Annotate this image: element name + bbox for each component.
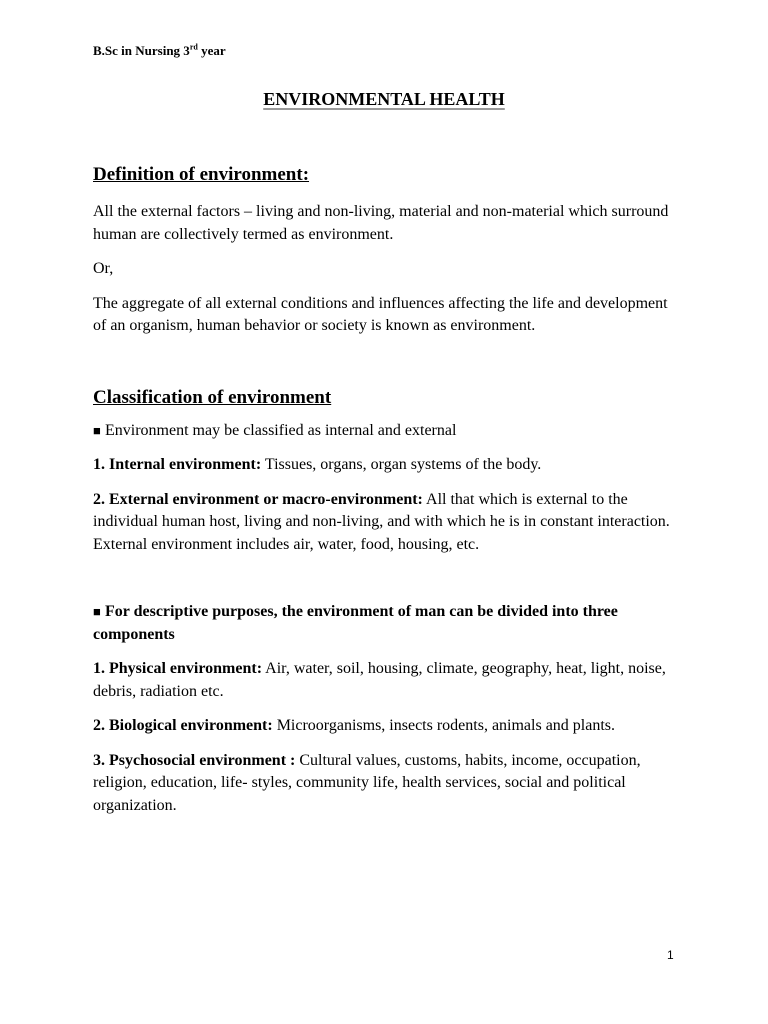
- bullet-square-icon: ■: [93, 422, 101, 438]
- document-title: ENVIRONMENTAL HEALTH: [263, 89, 505, 109]
- item-label: 3. Psychosocial environment :: [93, 751, 296, 769]
- definition-or: Or,: [93, 260, 114, 277]
- classification-item-internal: [93, 454, 683, 477]
- definition-paragraph-1: All the external factors – living and non-living, material and non-material which surround human are collectively termed as environment.: [93, 203, 669, 243]
- item-label: 2. Biological environment:: [93, 717, 273, 734]
- header-superscript: rd: [189, 42, 198, 52]
- item-text: Tissues, organs, organ systems of the body.: [261, 456, 542, 473]
- item-text: Air, water, soil, housing, climate, geography, heat, light, noise, debris, radiation etc.: [93, 660, 666, 700]
- definition-paragraph-2: The aggregate of all external conditions and influences affecting the life and development of an organism, human behavior or society is known as environment.: [93, 294, 668, 334]
- item-label: 1. Physical environment:: [93, 660, 263, 677]
- header-tail: year: [197, 43, 226, 58]
- component-item-physical: [93, 658, 683, 703]
- classification-heading: Classification of environment: [93, 386, 332, 408]
- item-text: All that which is external to the individual human host, living and non-living, and with which he is in constant interaction. External environment includes air, water, food, housing, etc.: [93, 490, 670, 553]
- classification-item-external: [93, 489, 683, 557]
- component-item-psychosocial: [93, 750, 683, 818]
- page-number: 1: [667, 948, 674, 962]
- bullet-square-icon: ■: [93, 604, 101, 619]
- item-text: Microorganisms, insects rodents, animals and plants.: [272, 717, 616, 734]
- definition-heading: Definition of environment:: [93, 164, 310, 185]
- item-label: 2. External environment or macro-environment:: [93, 490, 423, 508]
- header-text: B.Sc in Nursing 3: [93, 43, 190, 58]
- components-intro: [93, 601, 683, 646]
- item-text: Cultural values, customs, habits, income, occupation, religion, education, life- styles, community life, health services, social and political organization.: [93, 751, 641, 814]
- course-header: [93, 43, 226, 59]
- item-label: 1. Internal environment:: [93, 456, 262, 473]
- components-intro-text: For descriptive purposes, the environment of man can be divided into three components: [93, 603, 618, 643]
- classification-intro: [93, 420, 683, 443]
- classification-intro-text: Environment may be classified as internal and external: [105, 421, 457, 439]
- document-body: [93, 163, 683, 817]
- component-item-biological: [93, 715, 683, 738]
